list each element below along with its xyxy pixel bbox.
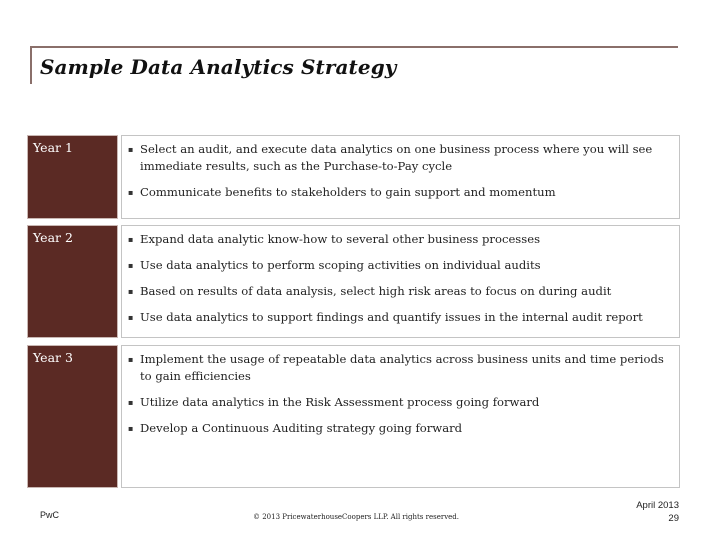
year-label-cell — [27, 345, 118, 488]
year-label: Year 3 — [33, 350, 73, 365]
square-bullet-icon: ▪ — [128, 424, 134, 433]
list-item-text: Based on results of data analysis, select high risk areas to focus on during audit — [140, 284, 612, 298]
square-bullet-icon: ▪ — [128, 188, 134, 197]
list-item-text: Expand data analytic know-how to several other business processes — [140, 232, 541, 246]
list-item-text: Select an audit, and execute data analytics on one business process where you will see immediate results, such as the Purchase-to-Pay cycle — [140, 142, 653, 173]
year-content-cell — [121, 225, 680, 338]
year-row-2 — [27, 225, 680, 338]
year-label-cell — [27, 135, 118, 219]
year-label: Year 2 — [33, 230, 73, 245]
list-item — [126, 394, 673, 411]
square-bullet-icon: ▪ — [128, 261, 134, 270]
list-item-text: Use data analytics to perform scoping activities on individual audits — [140, 258, 541, 272]
square-bullet-icon: ▪ — [128, 398, 134, 407]
bullet-list — [122, 226, 679, 326]
page-number: 29 — [668, 513, 679, 524]
year-label: Year 1 — [33, 140, 73, 155]
footer-date: April 2013 — [636, 500, 679, 511]
square-bullet-icon: ▪ — [128, 313, 134, 322]
list-item-text: Utilize data analytics in the Risk Assessment process going forward — [140, 395, 540, 409]
list-item — [126, 283, 673, 300]
list-item — [126, 184, 673, 201]
footer-date-block — [636, 499, 679, 525]
list-item — [126, 231, 673, 248]
list-item-text: Use data analytics to support findings and quantify issues in the internal audit report — [140, 310, 643, 324]
header-corner-rule — [30, 46, 32, 84]
header-rule — [30, 46, 678, 48]
copyright-notice: © 2013 PricewaterhouseCoopers LLP. All rights reserved. — [253, 513, 460, 521]
list-item-text: Implement the usage of repeatable data analytics across business units and time periods to gain efficiencies — [140, 352, 664, 383]
brand-label: PwC — [40, 510, 60, 520]
bullet-list — [122, 136, 679, 201]
list-item — [126, 420, 673, 437]
year-row-3 — [27, 345, 680, 488]
square-bullet-icon: ▪ — [128, 355, 134, 364]
list-item-text: Communicate benefits to stakeholders to gain support and momentum — [140, 185, 556, 199]
list-item — [126, 141, 673, 175]
slide-title: Sample Data Analytics Strategy — [40, 55, 397, 79]
list-item — [126, 257, 673, 274]
year-label-cell — [27, 225, 118, 338]
square-bullet-icon: ▪ — [128, 287, 134, 296]
list-item — [126, 351, 673, 385]
year-content-cell — [121, 135, 680, 219]
square-bullet-icon: ▪ — [128, 145, 134, 154]
list-item — [126, 309, 673, 326]
year-row-1 — [27, 135, 680, 219]
square-bullet-icon: ▪ — [128, 235, 134, 244]
list-item-text: Develop a Continuous Auditing strategy going forward — [140, 421, 463, 435]
bullet-list — [122, 346, 679, 437]
year-content-cell — [121, 345, 680, 488]
